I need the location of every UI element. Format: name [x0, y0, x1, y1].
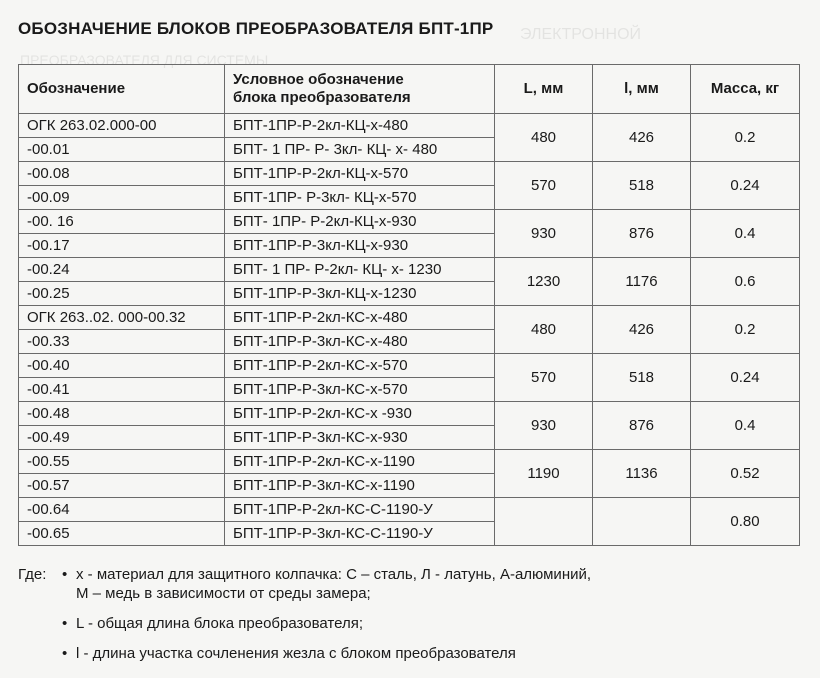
cell-designation: -00.65: [19, 522, 225, 546]
cell-code: БПТ-1ПР-Р-3кл-КС-х-570: [225, 378, 495, 402]
notes-list: [62, 565, 802, 674]
cell-designation: ОГК 263.02.000-00: [19, 114, 225, 138]
cell-length-joint: 876: [593, 210, 691, 258]
cell-designation: -00.40: [19, 354, 225, 378]
cell-code: БПТ-1ПР-Р-2кл-КС-С-1190-У: [225, 498, 495, 522]
note-text: L - общая длина блока преобразователя;: [76, 615, 363, 632]
cell-code: БПТ-1ПР-Р-3кл-КС-С-1190-У: [225, 522, 495, 546]
cell-code: БПТ- 1 ПР- Р-2кл- КЦ- х- 1230: [225, 258, 495, 282]
cell-code: БПТ-1ПР-Р-2кл-КС-х-570: [225, 354, 495, 378]
cell-designation: -00.49: [19, 426, 225, 450]
header-mass: Масса, кг: [691, 65, 800, 114]
cell-length-joint: [593, 498, 691, 546]
note-item-material: [62, 565, 802, 603]
table-row: [19, 354, 800, 378]
page-title: ОБОЗНАЧЕНИЕ БЛОКОВ ПРЕОБРАЗОВАТЕЛЯ БПТ-1ПР: [18, 19, 494, 38]
notes-where-label: Где:: [18, 566, 47, 583]
cell-mass: 0.24: [691, 162, 800, 210]
cell-code: БПТ-1ПР-Р-3кл-КС-х-1190: [225, 474, 495, 498]
cell-designation: -00.24: [19, 258, 225, 282]
cell-length-total: 930: [495, 402, 593, 450]
cell-code: БПТ- 1ПР- Р-2кл-КЦ-х-930: [225, 210, 495, 234]
bleed-through-text: ЭЛЕКТРОННОЙ: [520, 26, 642, 43]
cell-mass: 0.2: [691, 114, 800, 162]
cell-length-joint: 1176: [593, 258, 691, 306]
cell-mass: 0.4: [691, 210, 800, 258]
table-row: [19, 450, 800, 474]
cell-length-joint: 518: [593, 162, 691, 210]
cell-designation: -00.08: [19, 162, 225, 186]
note-item-total-length: [62, 614, 802, 633]
cell-code: БПТ-1ПР-Р-3кл-КС-х-930: [225, 426, 495, 450]
table-row: [19, 306, 800, 330]
header-length-joint: l, мм: [593, 65, 691, 114]
cell-length-joint: 518: [593, 354, 691, 402]
cell-length-joint: 1136: [593, 450, 691, 498]
cell-length-total: 480: [495, 114, 593, 162]
cell-length-total: 570: [495, 162, 593, 210]
cell-code: БПТ-1ПР-Р-3кл-КЦ-х-1230: [225, 282, 495, 306]
table-row: [19, 162, 800, 186]
cell-code: БПТ-1ПР-Р-2кл-КС-х-1190: [225, 450, 495, 474]
cell-designation: -00.57: [19, 474, 225, 498]
cell-code: БПТ-1ПР-Р-3кл-КЦ-х-930: [225, 234, 495, 258]
table-row: [19, 258, 800, 282]
note-text: х - материал для защитного колпачка: С – сталь, Л - латунь, А-алюминий,: [76, 566, 592, 583]
cell-designation: -00.48: [19, 402, 225, 426]
header-designation: Обозначение: [19, 65, 225, 114]
cell-length-total: 1190: [495, 450, 593, 498]
table-row: [19, 498, 800, 522]
cell-length-joint: 426: [593, 114, 691, 162]
note-item-joint-length: [62, 644, 802, 663]
cell-mass: 0.52: [691, 450, 800, 498]
cell-code: БПТ-1ПР-Р-3кл-КС-х-480: [225, 330, 495, 354]
header-length-total: L, мм: [495, 65, 593, 114]
cell-mass: 0.2: [691, 306, 800, 354]
cell-length-total: 480: [495, 306, 593, 354]
cell-code: БПТ-1ПР-Р-2кл-КС-х-480: [225, 306, 495, 330]
cell-length-total: 570: [495, 354, 593, 402]
cell-code: БПТ-1ПР- Р-3кл- КЦ-х-570: [225, 186, 495, 210]
bullet-icon: •: [62, 645, 68, 662]
cell-designation: -00.33: [19, 330, 225, 354]
note-text: l - длина участка сочленения жезла с блоком преобразователя: [76, 645, 516, 662]
table-header-row: [19, 65, 800, 114]
bullet-icon: •: [62, 566, 68, 583]
cell-length-joint: 876: [593, 402, 691, 450]
cell-designation: -00.09: [19, 186, 225, 210]
cell-code: БПТ-1ПР-Р-2кл-КС-х -930: [225, 402, 495, 426]
cell-mass: 0.4: [691, 402, 800, 450]
cell-length-total: 930: [495, 210, 593, 258]
cell-length-joint: 426: [593, 306, 691, 354]
cell-designation: -00.64: [19, 498, 225, 522]
cell-length-total: [495, 498, 593, 546]
cell-mass: 0.6: [691, 258, 800, 306]
cell-designation: -00. 16: [19, 210, 225, 234]
table-row: [19, 114, 800, 138]
cell-mass: 0.80: [691, 498, 800, 546]
table-row: [19, 402, 800, 426]
cell-code: БПТ- 1 ПР- Р- 3кл- КЦ- х- 480: [225, 138, 495, 162]
cell-designation: -00.25: [19, 282, 225, 306]
cell-designation: -00.01: [19, 138, 225, 162]
bullet-icon: •: [62, 615, 68, 632]
bleed-through-text: ПРЕОБРАЗОВАТЕЛЯ ДЛЯ СИСТЕМЫ: [20, 52, 269, 68]
cell-length-total: 1230: [495, 258, 593, 306]
cell-designation: -00.41: [19, 378, 225, 402]
cell-code: БПТ-1ПР-Р-2кл-КЦ-х-570: [225, 162, 495, 186]
header-conditional-designation: [225, 65, 495, 114]
cell-designation: -00.17: [19, 234, 225, 258]
header-conditional-line-1: Условное обозначение: [233, 71, 404, 88]
converter-blocks-table: [18, 64, 800, 546]
cell-mass: 0.24: [691, 354, 800, 402]
cell-designation: ОГК 263..02. 000-00.32: [19, 306, 225, 330]
header-conditional-line-2: блока преобразователя: [233, 89, 411, 106]
note-text-continued: М – медь в зависимости от среды замера;: [76, 585, 371, 602]
table-row: [19, 210, 800, 234]
cell-designation: -00.55: [19, 450, 225, 474]
cell-code: БПТ-1ПР-Р-2кл-КЦ-х-480: [225, 114, 495, 138]
